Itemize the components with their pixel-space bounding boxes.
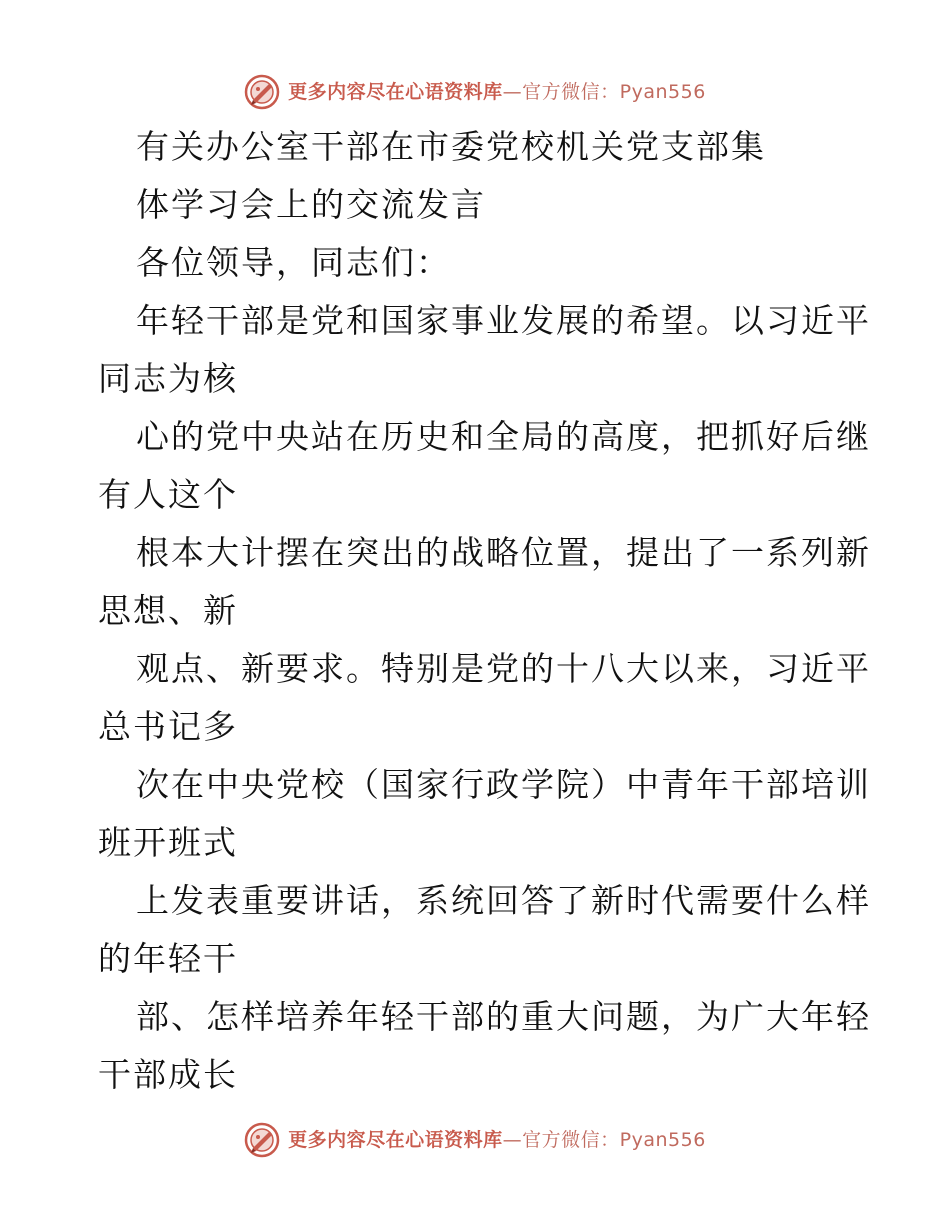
doc-line: 班开班式 (98, 823, 238, 862)
header-banner (0, 70, 950, 114)
doc-line: 同志为核 (98, 359, 238, 398)
document-body (98, 118, 871, 1104)
doc-line: 次在中央党校（国家行政学院）中青年干部培训 (136, 765, 871, 804)
doc-title-line-2: 体学习会上的交流发言 (136, 185, 486, 224)
header-banner-title: 更多内容尽在心语资料库 (288, 80, 503, 103)
doc-title-line-1: 有关办公室干部在市委党校机关党支部集 (136, 127, 766, 166)
doc-line: 部、怎样培养年轻干部的重大问题，为广大年轻 (136, 997, 871, 1036)
footer-banner-wechat: —官方微信：Pyan556 (502, 1128, 706, 1151)
doc-line: 的年轻干 (98, 939, 238, 978)
header-banner-text (288, 80, 706, 103)
header-banner-wechat: —官方微信：Pyan556 (502, 80, 706, 103)
doc-line: 有人这个 (98, 475, 238, 514)
doc-line: 思想、新 (98, 591, 238, 630)
footer-banner-text (288, 1128, 706, 1151)
doc-line: 上发表重要讲话，系统回答了新时代需要什么样 (136, 881, 871, 920)
brand-logo-icon (244, 1122, 280, 1158)
doc-line: 心的党中央站在历史和全局的高度，把抓好后继 (136, 417, 871, 456)
doc-line: 干部成长 (98, 1055, 238, 1094)
doc-line: 总书记多 (98, 707, 238, 746)
brand-logo-icon (244, 74, 280, 110)
doc-line: 观点、新要求。特别是党的十八大以来，习近平 (136, 649, 871, 688)
footer-banner-title: 更多内容尽在心语资料库 (288, 1128, 503, 1151)
doc-greeting: 各位领导，同志们： (136, 243, 451, 282)
doc-line: 根本大计摆在突出的战略位置，提出了一系列新 (136, 533, 871, 572)
doc-line: 年轻干部是党和国家事业发展的希望。以习近平 (136, 301, 871, 340)
footer-banner (0, 1118, 950, 1162)
